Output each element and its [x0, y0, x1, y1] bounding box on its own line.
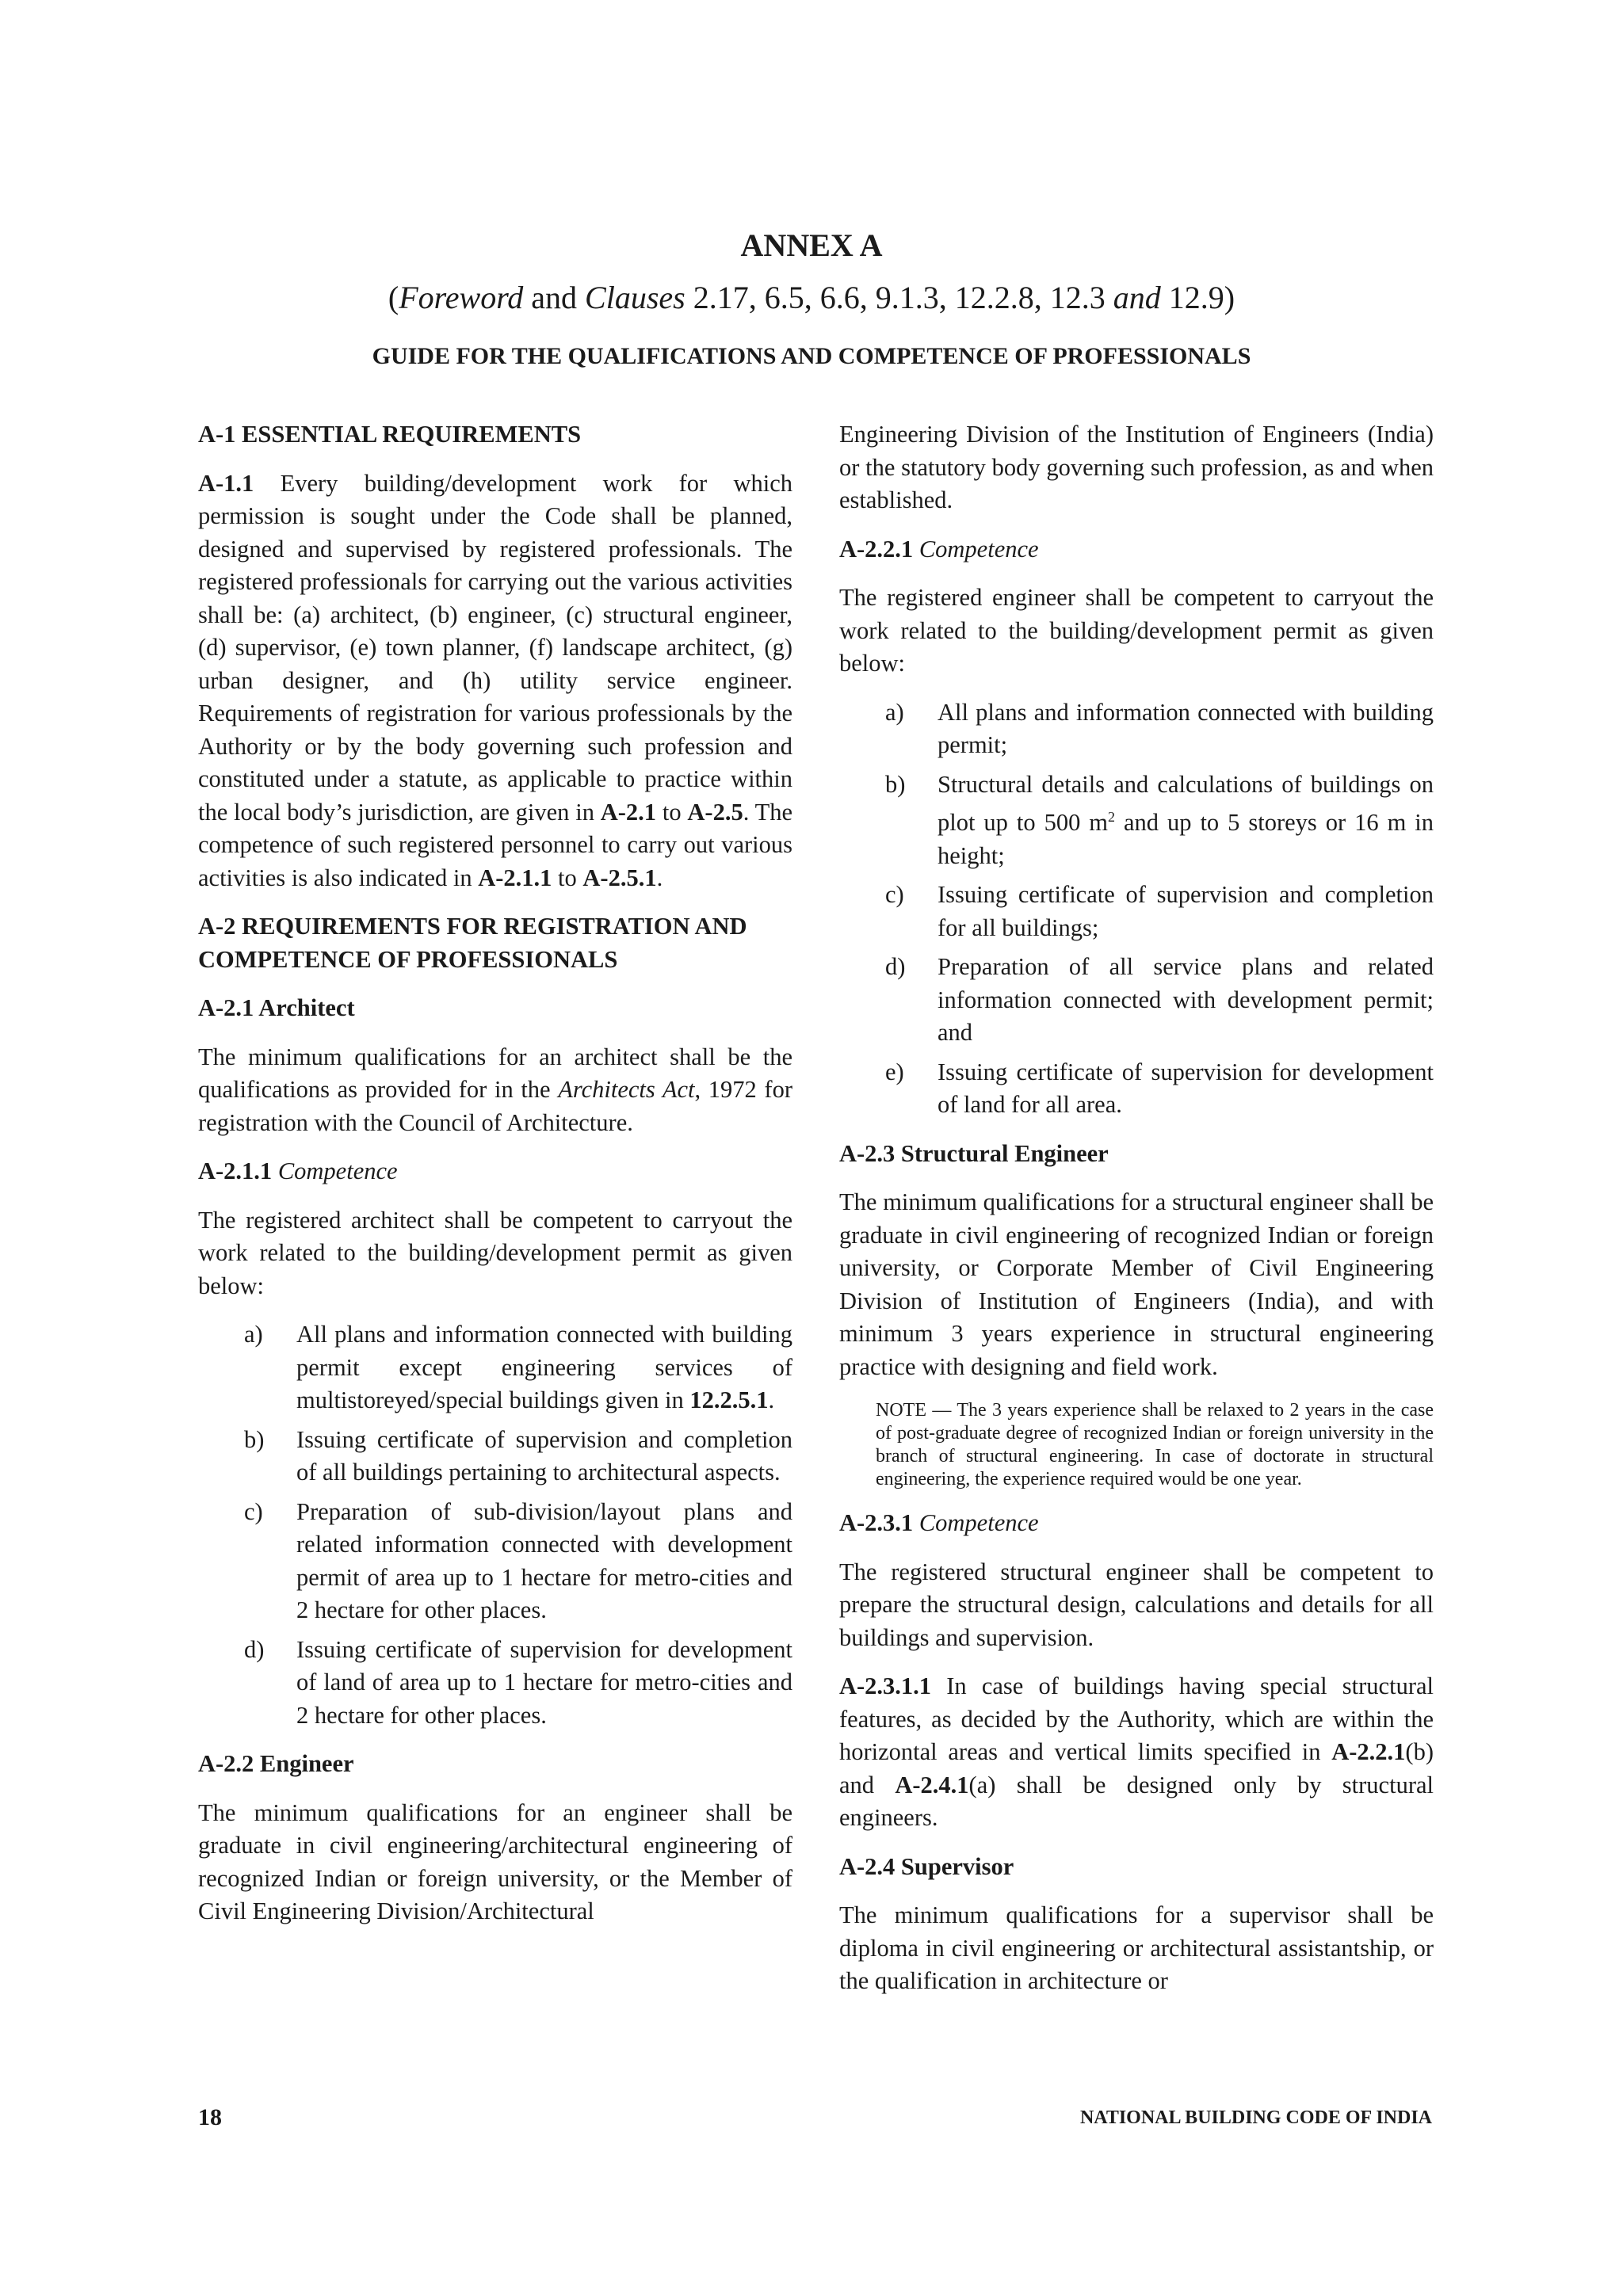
list-item: [198, 1496, 792, 1627]
superscript: 2: [1108, 809, 1116, 825]
list-text: All plans and information connected with building permit;: [938, 698, 1434, 758]
list-label: a): [885, 698, 904, 726]
architect-competence-list: [198, 1318, 792, 1732]
page-number: 18: [198, 2104, 222, 2130]
clause-text: (a) shall be designed only by structural engineers.: [839, 1771, 1434, 1832]
list-item: [839, 1056, 1434, 1122]
clause-number: A-2.3.1: [839, 1509, 914, 1537]
list-text: Issuing certificate of supervision for development of land for all area.: [938, 1058, 1434, 1119]
clause-title: Competence: [277, 1158, 398, 1184]
list-item: [198, 1318, 792, 1417]
ref-foreword: Foreword: [399, 280, 524, 315]
clause-text: . The competence of such registered personnel to carry out various activities is also indicated in: [198, 798, 792, 891]
clause-a2-3: The minimum qualifications for a structural engineer shall be graduate in civil engineering of recognized Indian or foreign university, or Corporate Member of Civil Engineering Division of Institution of Engineers (India), and with minimum 3 years experience in structural engineering practice with designing and field work.: [839, 1188, 1434, 1380]
clause-a2-3-1-1: [839, 1670, 1434, 1835]
clause-text: The minimum qualifications for an architect shall be the qualifications as provided for in the: [198, 1043, 792, 1103]
list-item: [839, 879, 1434, 944]
list-text: Preparation of sub-division/layout plans and related information connected with development permit of area up to 1 hectare for metro-cities and 2 hectare for other places.: [296, 1497, 792, 1623]
list-item: [198, 1424, 792, 1489]
left-column: [198, 418, 792, 1944]
subsection-heading-a2-3: A-2.3 Structural Engineer: [839, 1139, 1109, 1167]
ref-and: and: [523, 280, 586, 315]
list-label: d): [885, 953, 906, 981]
clause-text: to: [552, 864, 583, 891]
list-label: b): [885, 770, 906, 798]
section-heading-a2: A-2 REQUIREMENTS FOR REGISTRATION AND COMPETENCE OF PROFESSIONALS: [198, 913, 747, 973]
clause-number: A-2.3.1.1: [839, 1672, 932, 1700]
clause-number: A-2.2.1: [839, 535, 914, 563]
clause-text: , 1972 for registration with the Council of Architecture.: [198, 1076, 792, 1136]
list-text: All plans and information connected with building permit except engineering services of multistoreyed/special buildings given in: [296, 1321, 792, 1413]
list-text: Issuing certificate of supervision for development of land of area up to 1 hectare for metro-cities and 2 hectare for other places.: [296, 1635, 792, 1729]
list-text: Preparation of all service plans and related information connected with development permit; and: [938, 953, 1434, 1047]
list-text: .: [768, 1386, 775, 1413]
list-item: [198, 1634, 792, 1733]
clause-ref: 12.2.5.1: [689, 1386, 769, 1413]
list-label: c): [885, 881, 904, 909]
clause-a2-2-1: The registered engineer shall be competent to carryout the work related to the building/development permit as given below:: [839, 584, 1434, 677]
clause-a2-2: The minimum qualifications for an engineer shall be graduate in civil engineering/architectural engineering of recognized Indian or foreign university, or the Member of Civil Engineering Division/Architectural: [198, 1798, 792, 1924]
list-label: e): [885, 1058, 904, 1085]
subsection-heading-a2-2: A-2.2 Engineer: [198, 1750, 354, 1777]
list-text: Structural details and calculations of buildings on plot up to 500 m: [938, 770, 1434, 837]
clause-ref: A-2.5.1: [582, 864, 657, 891]
clause-a2-1: [198, 1041, 792, 1140]
clause-text: to: [656, 798, 688, 826]
list-text: Issuing certificate of supervision and completion for all buildings;: [938, 881, 1434, 941]
clause-a2-3-1: The registered structural engineer shall be competent to prepare the structural design, calculations and details for all buildings and supervision.: [839, 1558, 1434, 1651]
list-label: a): [244, 1321, 263, 1348]
clause-text: In case of buildings having special structural features, as decided by the Authority, which are within the horizontal areas and vertical limits specified in: [839, 1672, 1434, 1766]
clause-title: Competence: [918, 535, 1039, 563]
right-column: [839, 418, 1434, 2014]
subsection-heading-a2-1: A-2.1 Architect: [198, 994, 355, 1021]
ref-and-italic: and: [1113, 280, 1161, 315]
clause-number: A-2.1.1: [198, 1158, 273, 1184]
clause-continuation: Engineering Division of the Institution of Engineers (India) or the statutory body governing such profession, as and when established.: [839, 421, 1434, 513]
ref-clauses: Clauses: [585, 280, 685, 315]
annex-subtitle: GUIDE FOR THE QUALIFICATIONS AND COMPETENCE OF PROFESSIONALS: [372, 343, 1251, 369]
clause-ref: A-2.1.1: [478, 864, 552, 891]
engineer-competence-list: [839, 696, 1434, 1122]
list-label: b): [244, 1425, 265, 1453]
clause-a2-4: The minimum qualifications for a supervisor shall be diploma in civil engineering or architectural assistantship, or the qualification in architecture or: [839, 1901, 1434, 1995]
list-item: [839, 769, 1434, 873]
ref-numbers: 2.17, 6.5, 6.6, 9.1.3, 12.2.8, 12.3: [685, 280, 1113, 315]
annex-title: ANNEX A: [740, 227, 883, 263]
clause-a1-1: [198, 467, 792, 895]
subsection-heading-a2-1-1: [198, 1155, 792, 1188]
clause-text: .: [656, 864, 663, 891]
clause-ref: A-2.2.1: [1331, 1738, 1406, 1766]
list-text: and up to 5 storeys or 16 m in height;: [938, 809, 1434, 869]
ref-close: 12.9): [1160, 280, 1235, 315]
list-item: [839, 951, 1434, 1050]
annex-reference: [0, 279, 1623, 316]
list-label: c): [244, 1497, 263, 1525]
act-name: Architects Act: [558, 1076, 695, 1103]
clause-ref: A-2.1: [600, 798, 657, 826]
ref-open: (: [388, 280, 399, 315]
subsection-heading-a2-2-1: [839, 533, 1434, 566]
list-text: Issuing certificate of supervision and completion of all buildings pertaining to architectural aspects.: [296, 1425, 792, 1486]
note: NOTE — The 3 years experience shall be relaxed to 2 years in the case of post-graduate degree of recognized Indian or foreign university in the branch of structural engineering. In case of doctorate in structural engineering, the experience required would be one year.: [876, 1400, 1434, 1490]
clause-title: Competence: [918, 1509, 1039, 1537]
clause-text: Every building/development work for which permission is sought under the Code shall be planned, designed and supervised by registered professionals. The registered professionals for carrying out the various activities shall be: (a) architect, (b) engineer, (c) structural engineer, (d) supervisor, (e) town planner, (f) landscape architect, (g) urban designer, and (h) utility service engineer. Requirements of registration for various professionals by the Authority or by the body governing such profession and constituted under a statute, as applicable to practice within the local body’s jurisdiction, are given in: [198, 469, 792, 826]
subsection-heading-a2-3-1: [839, 1507, 1434, 1540]
clause-number: A-1.1: [198, 469, 254, 497]
section-heading-a1: A-1 ESSENTIAL REQUIREMENTS: [198, 421, 582, 448]
subsection-heading-a2-4: A-2.4 Supervisor: [839, 1852, 1014, 1880]
clause-ref: A-2.4.1: [895, 1771, 969, 1798]
clause-a2-1-1: The registered architect shall be competent to carryout the work related to the building/development permit as given below:: [198, 1206, 792, 1299]
list-item: [839, 696, 1434, 762]
publication-title: NATIONAL BUILDING CODE OF INDIA: [1079, 2107, 1432, 2128]
clause-text: (b) and: [839, 1738, 1434, 1798]
list-label: d): [244, 1635, 265, 1663]
clause-ref: A-2.5: [687, 798, 743, 826]
